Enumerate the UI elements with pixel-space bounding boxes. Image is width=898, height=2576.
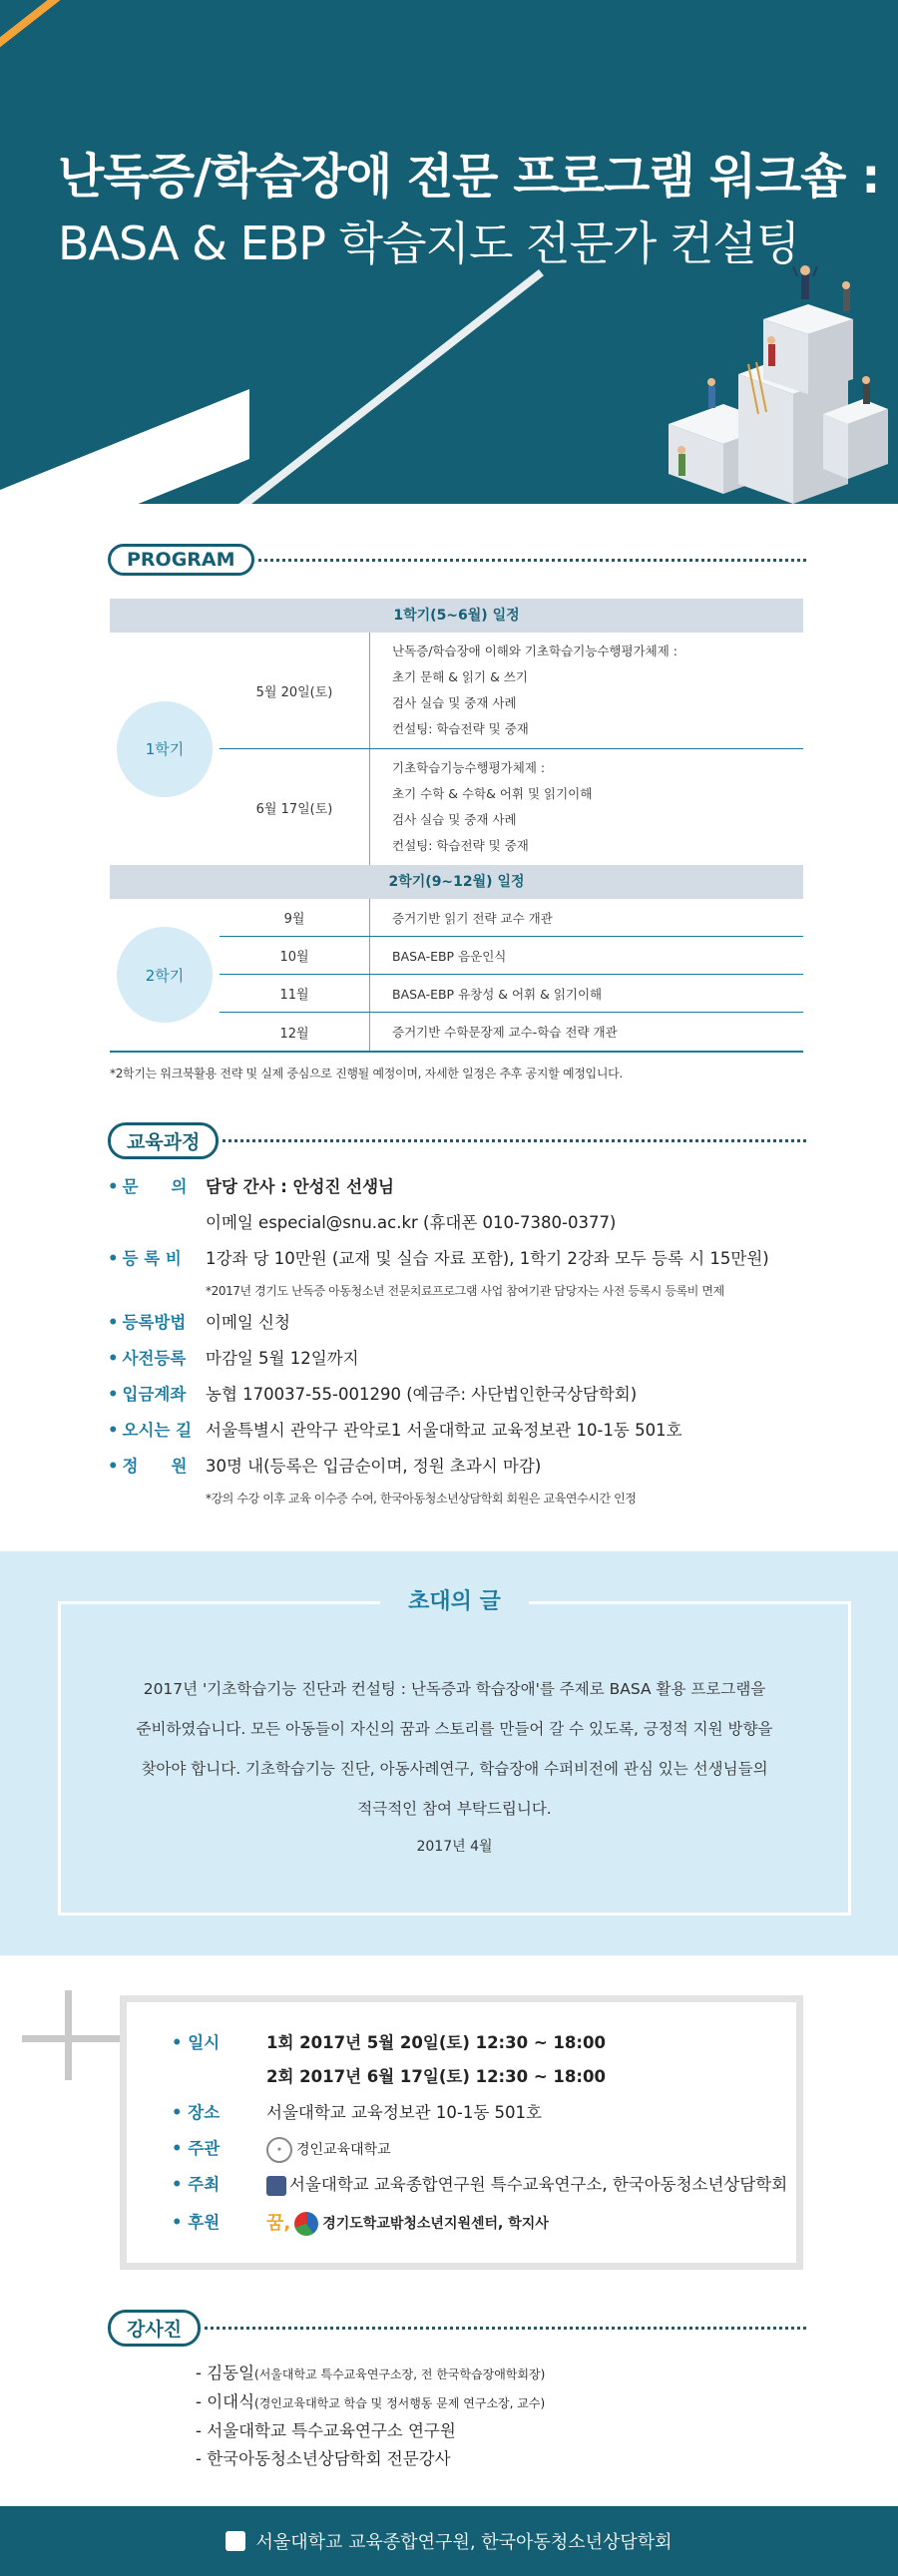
instructors-section-heading [108,2310,806,2347]
table-row [220,975,803,1013]
table-row [220,899,803,937]
session-detail: 초기 문해 & 읽기 & 쓰기 [392,669,528,684]
session-detail: 증거기반 읽기 전략 교수 개관 [369,899,803,936]
organizer-label: 주관 [188,2139,221,2158]
list-item [172,2064,606,2090]
invitation-line: 2017년 '기초학습기능 진단과 컨설팅 : 난독증과 학습장애'를 주제로 BASA 활용 프로그램을 [143,1680,766,1698]
list-item: • 오시는 길 서울특별시 관악구 관악로1 서울대학교 교육정보관 10-1동 501호 [108,1413,806,1449]
venue-value: 서울대학교 교육정보관 10-1동 501호 [266,2103,542,2122]
invitation-line: 준비하였습니다. 모든 아동들이 자신의 꿈과 스토리를 만들어 갈 수 있도록, 긍정적 지원 방향을 [136,1720,773,1738]
dotted-divider [223,1139,806,1142]
list-item: • 입금계좌 농협 170037-55-001290 (예금주: 사단법인한국상담학회) [108,1377,806,1413]
semester1-header: 1학기(5~6월) 일정 [110,599,803,633]
session-month: 11월 [279,988,309,1003]
invitation-frame [58,1589,851,1916]
program-note: *2학기는 워크북활용 전략 및 실제 중심으로 진행될 예정이며, 자세한 일정은 추후 공지할 예정입니다. [110,1067,623,1080]
session-month: 10월 [279,950,309,965]
directions-value: 서울특별시 관악구 관악로1 서울대학교 교육정보관 10-1동 501호 [206,1421,682,1440]
snu-logo-icon [225,2531,245,2551]
preregistration-value: 마감일 5월 12일까지 [206,1349,359,1368]
account-label: 입금계좌 [122,1385,187,1404]
dream-logo-icon: 꿈, [266,2212,291,2234]
inquiry-email: 이메일 especial@snu.ac.kr (휴대폰 010-7380-0377) [206,1213,617,1232]
semester1-badge: 1학기 [117,701,213,797]
table-row [220,749,803,865]
date-session1: 1회 2017년 5월 20일(토) 12:30 ~ 18:00 [266,2033,606,2052]
organizer-value: 경인교육대학교 [296,2142,391,2158]
education-details [108,1169,806,1512]
session-detail: 증거기반 수학문장제 교수-학습 전략 개관 [369,1013,803,1051]
list-item [196,2360,545,2388]
inquiry-contact: 담당 간사 : 안성진 선생님 [206,1177,394,1196]
host-value: 서울대학교 교육종합연구원 특수교육연구소, 한국아동청소년상담학회 [289,2175,788,2194]
list-item: • 문 의 담당 간사 : 안성진 선생님 [108,1169,806,1205]
capacity-note: *강의 수강 이후 교육 이수증 수여, 한국아동청소년상담학회 회원은 교육연수시간 인정 [206,1492,637,1505]
session-month: 9월 [283,912,305,927]
instructor-desc: (경인교육대학교 학습 및 정서행동 문제 연구소장, 교수) [254,2396,546,2410]
list-item: • 사전등록 마감일 5월 12일까지 [108,1341,806,1377]
header-banner [0,0,898,504]
list-item: • 등록방법 이메일 신청 [108,1305,806,1341]
program-schedule-table [110,599,803,1081]
semester2-body [110,899,803,1051]
list-item: • 주최 서울대학교 교육종합연구원 특수교육연구소, 한국아동청소년상담학회 [172,2175,788,2194]
page-title: 난독증/학습장애 전문 프로그램 워크숍 : [58,149,880,205]
gyeonggi-logo-icon [294,2212,318,2236]
semester2-badge: 2학기 [117,927,213,1023]
session-date: 5월 20일(토) [255,684,333,700]
instructors-list [196,2360,545,2473]
session-detail: 난독증/학습장애 이해와 기초학습기능수행평가체제 : [392,644,677,658]
dotted-divider [205,2327,806,2330]
session-detail: 초기 수학 & 수학& 어휘 및 읽기이해 [392,786,593,801]
semester1-body [110,633,803,865]
list-item: • 후원 꿈, 경기도학교밖청소년지원센터, 학지사 [172,2210,549,2237]
table-row [220,633,803,749]
list-item: • 장소 서울대학교 교육정보관 10-1동 501호 [172,2100,542,2126]
list-item: - 서울대학교 특수교육연구소 연구원 [196,2421,456,2440]
method-value: 이메일 신청 [206,1313,290,1332]
instructor-name: - 김동일 [196,2363,255,2382]
fee-value: 1강좌 당 10만원 (교재 및 실습 자료 포함), 1학기 2강좌 모두 등록 시 15만원) [206,1249,769,1268]
invitation-line: 찾아야 합니다. 기초학습기능 진단, 아동사례연구, 학습장애 수퍼비전에 관심 있는 선생님들의 [141,1760,768,1778]
venue-label: 장소 [188,2103,221,2122]
session-date: 6월 17일(토) [255,801,333,817]
method-label: 등록방법 [122,1313,187,1332]
list-item [196,2388,545,2417]
page-subtitle: BASA & EBP 학습지도 전문가 컨설팅 [58,216,800,270]
sponsor-label: 후원 [188,2213,221,2232]
semester2-header: 2학기(9~12월) 일정 [110,865,803,899]
footer [0,2506,898,2576]
instructor-name: - 이대식 [196,2392,255,2411]
session-detail: BASA-EBP 음운인식 [369,937,803,974]
invitation-date: 2017년 4월 [416,1839,493,1855]
list-item: • 주관 ✦ 경인교육대학교 [172,2136,391,2163]
people-on-blocks-illustration [649,264,893,504]
session-detail: BASA-EBP 유창성 & 어휘 & 읽기이해 [369,975,803,1012]
session-detail: 검사 실습 및 중재 사례 [392,695,517,710]
invitation-body [91,1669,818,1829]
list-item [108,1205,806,1241]
session-detail: 컨설팅: 학습전략 및 중재 [392,838,529,853]
inquiry-label: 문 의 [122,1177,188,1196]
snu-logo-icon [266,2176,286,2196]
session-month: 12월 [279,1026,309,1042]
instructors-heading-pill: 강사진 [108,2310,201,2347]
preregistration-label: 사전등록 [122,1349,187,1368]
university-logo-icon: ✦ [266,2137,292,2163]
decor-stripe [0,0,155,123]
list-item: • 일시 1회 2017년 5월 20일(토) 12:30 ~ 18:00 [172,2030,606,2056]
footer-text: 서울대학교 교육종합연구원, 한국아동청소년상담학회 [255,2532,673,2553]
invitation-title: 초대의 글 [380,1589,529,1614]
capacity-label: 정 원 [122,1457,188,1476]
list-item: - 한국아동청소년상담학회 전문강사 [196,2449,451,2468]
instructor-desc: (서울대학교 특수교육연구소장, 전 한국학습장애학회장) [254,2367,546,2381]
program-section-heading [108,544,806,576]
date-label: 일시 [188,2033,221,2052]
education-section-heading [108,1122,806,1159]
directions-label: 오시는 길 [122,1421,193,1440]
fee-note: *2017년 경기도 난독증 아동청소년 전문치료프로그램 사업 참여기관 담당자는 사전 등록시 등록비 면제 [206,1284,724,1298]
invitation-section [0,1551,898,1955]
date-session2: 2회 2017년 6월 17일(토) 12:30 ~ 18:00 [266,2067,606,2086]
session-detail: 검사 실습 및 중재 사례 [392,812,517,827]
account-value: 농협 170037-55-001290 (예금주: 사단법인한국상담학회) [206,1385,638,1404]
decor-stripe [209,269,544,504]
table-bottom-rule [110,1051,803,1053]
capacity-value: 30명 내(등록은 입금순이며, 정원 초과시 마감) [206,1457,542,1476]
fee-label: 등 록 비 [122,1249,182,1268]
table-row [220,937,803,975]
session-detail: 컨설팅: 학습전략 및 중재 [392,721,529,736]
list-item: • 정 원 30명 내(등록은 입금순이며, 정원 초과시 마감) [108,1449,806,1485]
dotted-divider [258,559,806,562]
table-row [220,1013,803,1051]
decor-cross [22,2035,120,2042]
event-info-box [120,1995,803,2270]
session-detail: 기초학습기능수행평가체제 : [392,760,546,775]
host-label: 주최 [188,2175,221,2194]
education-heading-pill: 교육과정 [108,1122,219,1159]
list-item: • 등 록 비 1강좌 당 10만원 (교재 및 실습 자료 포함), 1학기 2강좌 모두 등록 시 15만원) [108,1241,806,1277]
sponsor-value: 경기도학교밖청소년지원센터, 학지사 [322,2216,549,2232]
program-heading-pill: PROGRAM [108,544,254,576]
invitation-line: 적극적인 참여 부탁드립니다. [357,1800,552,1818]
